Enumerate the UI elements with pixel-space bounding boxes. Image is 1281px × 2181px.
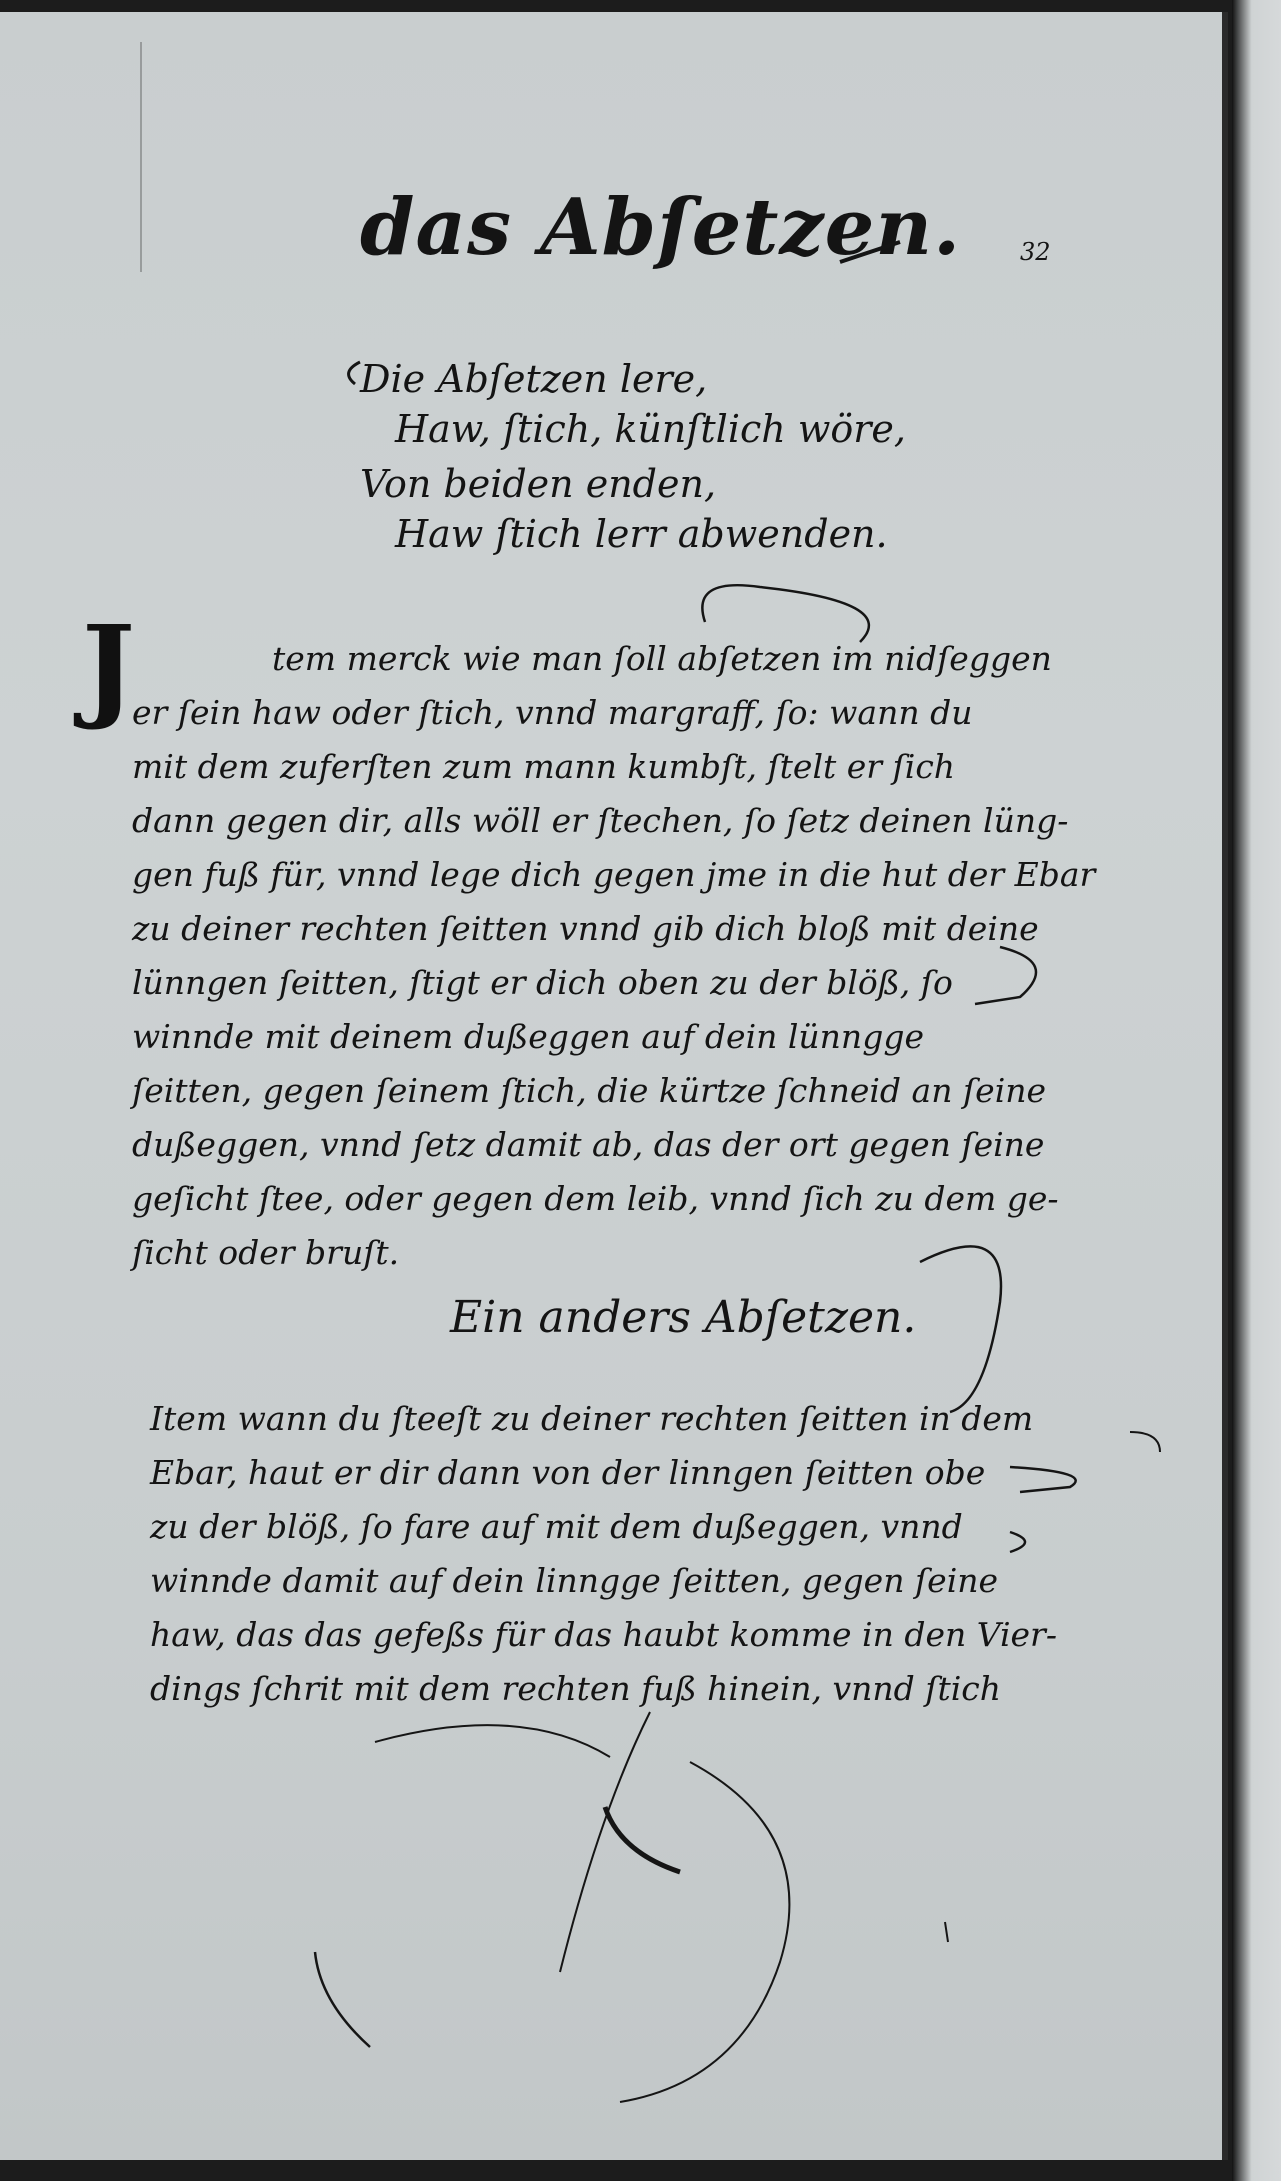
- margin-bracket-1: [975, 947, 1036, 1004]
- text-line: Item wann du ſteeſt zu deiner rechten ſeitten in dem: [150, 1399, 1034, 1438]
- text-line: dußeggen, vnnd ſetz damit ab, das der ort gegen ſeine: [132, 1125, 1045, 1164]
- bottom-diagonal: [560, 1712, 650, 1972]
- bottom-arc-right: [620, 1762, 789, 2102]
- verse-line-4: Haw ſtich lerr abwenden.: [395, 512, 888, 556]
- page-number: 32: [1020, 238, 1051, 266]
- verse-line-1: Die Abſetzen lere,: [360, 357, 708, 401]
- adjacent-page-edge: [1232, 0, 1281, 2181]
- text-line: gen fuß für, vnnd lege dich gegen jme in die hut der Ebar: [132, 855, 1096, 894]
- bottom-cross-stroke: [605, 1807, 680, 1872]
- text-line: Ebar, haut er dir dann von der linngen ſeitten obe: [150, 1453, 986, 1492]
- margin-bracket-2: [1010, 1467, 1076, 1492]
- text-line: winnde damit auf dein linngge ſeitten, gegen ſeine: [150, 1561, 999, 1600]
- text-line: mit dem zuferſten zum mann kumbſt, ſtelt er ſich: [132, 747, 956, 786]
- verse-line-2: Haw, ſtich, künſtlich wöre,: [395, 407, 906, 451]
- text-line: er ſein haw oder ſtich, vnnd margraff, ſo: wann du: [132, 693, 973, 732]
- loop-flourish-1: [702, 585, 869, 642]
- text-line: haw, das das gefeßs für das haubt komme in den Vier-: [150, 1615, 1057, 1654]
- verse-line-3: Von beiden enden,: [360, 462, 717, 506]
- text-line: zu der blöß, ſo fare auf mit dem dußeggen, vnnd: [150, 1507, 963, 1546]
- initial-letter: J: [82, 602, 135, 733]
- text-line: ſeitten, gegen ſeinem ſtich, die kürtze ſchneid an ſeine: [132, 1071, 1047, 1110]
- bottom-arc-top: [375, 1725, 610, 1757]
- text-line: ſicht oder bruſt.: [132, 1233, 400, 1272]
- verse-flourish: [349, 362, 360, 384]
- page-title: das Abſetzen.: [360, 182, 962, 273]
- text-line: winnde mit deinem dußeggen auf dein lünngge: [132, 1017, 924, 1056]
- text-line: zu deiner rechten ſeitten vnnd gib dich bloß mit deine: [132, 909, 1039, 948]
- bottom-arc-left: [315, 1952, 370, 2047]
- loop-flourish-2: [920, 1246, 1001, 1412]
- text-line: dings ſchrit mit dem rechten fuß hinein, vnnd ſtich: [150, 1669, 1002, 1708]
- small-tick: [945, 1922, 948, 1942]
- subheading: Ein anders Abſetzen.: [450, 1292, 917, 1343]
- text-line: geſicht ſtee, oder gegen dem leib, vnnd ſich zu dem ge-: [132, 1179, 1059, 1218]
- pen-flourishes: [0, 12, 1222, 2160]
- text-line: lünngen ſeitten, ſtigt er dich oben zu der blöß, ſo: [132, 963, 953, 1002]
- paper-sheet: [0, 12, 1228, 2160]
- margin-bracket-3: [1010, 1532, 1025, 1552]
- title-flourish: [840, 242, 900, 262]
- margin-stroke: [1130, 1432, 1160, 1452]
- text-line: tem merck wie man ſoll abſetzen im nidſeggen: [272, 639, 1052, 678]
- text-line: dann gegen dir, alls wöll er ſtechen, ſo ſetz deinen lüng-: [132, 801, 1069, 840]
